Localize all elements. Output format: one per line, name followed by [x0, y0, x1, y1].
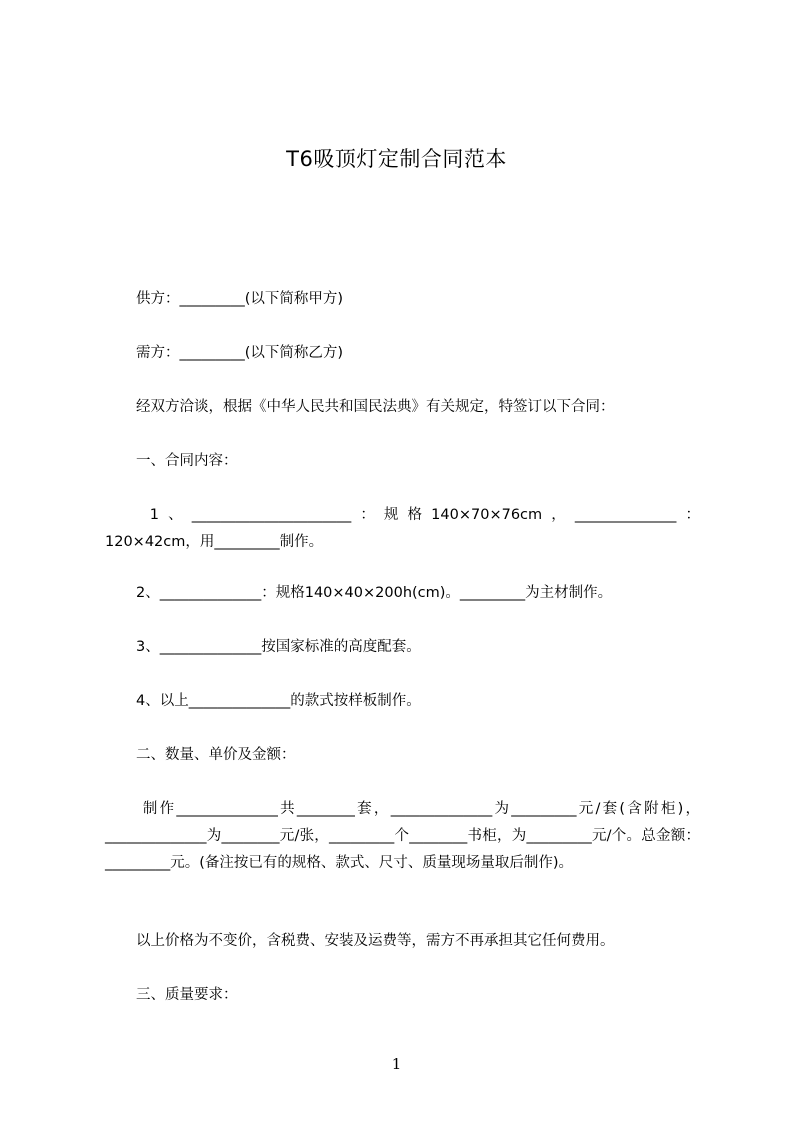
section-heading-contract-content: 一、合同内容：	[136, 453, 238, 469]
quantity-price-paragraph: 制作______________共________套，______________为_________元/套(含附柜)，______________为________元/张，_________个________书柜，为_________元/个。总金额：_________元。(备注按已有的规格、款式、尺寸、质量现场量取后制作)。	[105, 801, 701, 871]
clause-2-paragraph: 2、______________：规格140×40×200h(cm)。_________为主材制作。	[136, 585, 613, 601]
section-heading-quantity-price: 二、数量、单价及金额：	[136, 747, 296, 763]
supplier-line: 供方：_________(以下简称甲方)	[136, 291, 344, 307]
page-number: 1	[391, 1055, 402, 1073]
buyer-line: 需方：_________(以下简称乙方)	[136, 345, 344, 361]
price-note-paragraph: 以上价格为不变价，含税费、安装及运费等，需方不再承担其它任何费用。	[136, 933, 615, 949]
preamble-paragraph: 经双方洽谈，根据《中华人民共和国民法典》有关规定，特签订以下合同：	[136, 399, 615, 415]
section-heading-quality: 三、质量要求：	[136, 987, 238, 1003]
clause-3-paragraph: 3、______________按国家标准的高度配套。	[136, 639, 421, 655]
clause-4-paragraph: 4、以上______________的款式按样板制作。	[136, 693, 421, 709]
document-title: T6吸顶灯定制合同范本	[286, 147, 507, 171]
clause-1-paragraph: 1、______________________：规格140×70×76cm，______________：120×42cm，用_________制作。	[105, 507, 701, 550]
